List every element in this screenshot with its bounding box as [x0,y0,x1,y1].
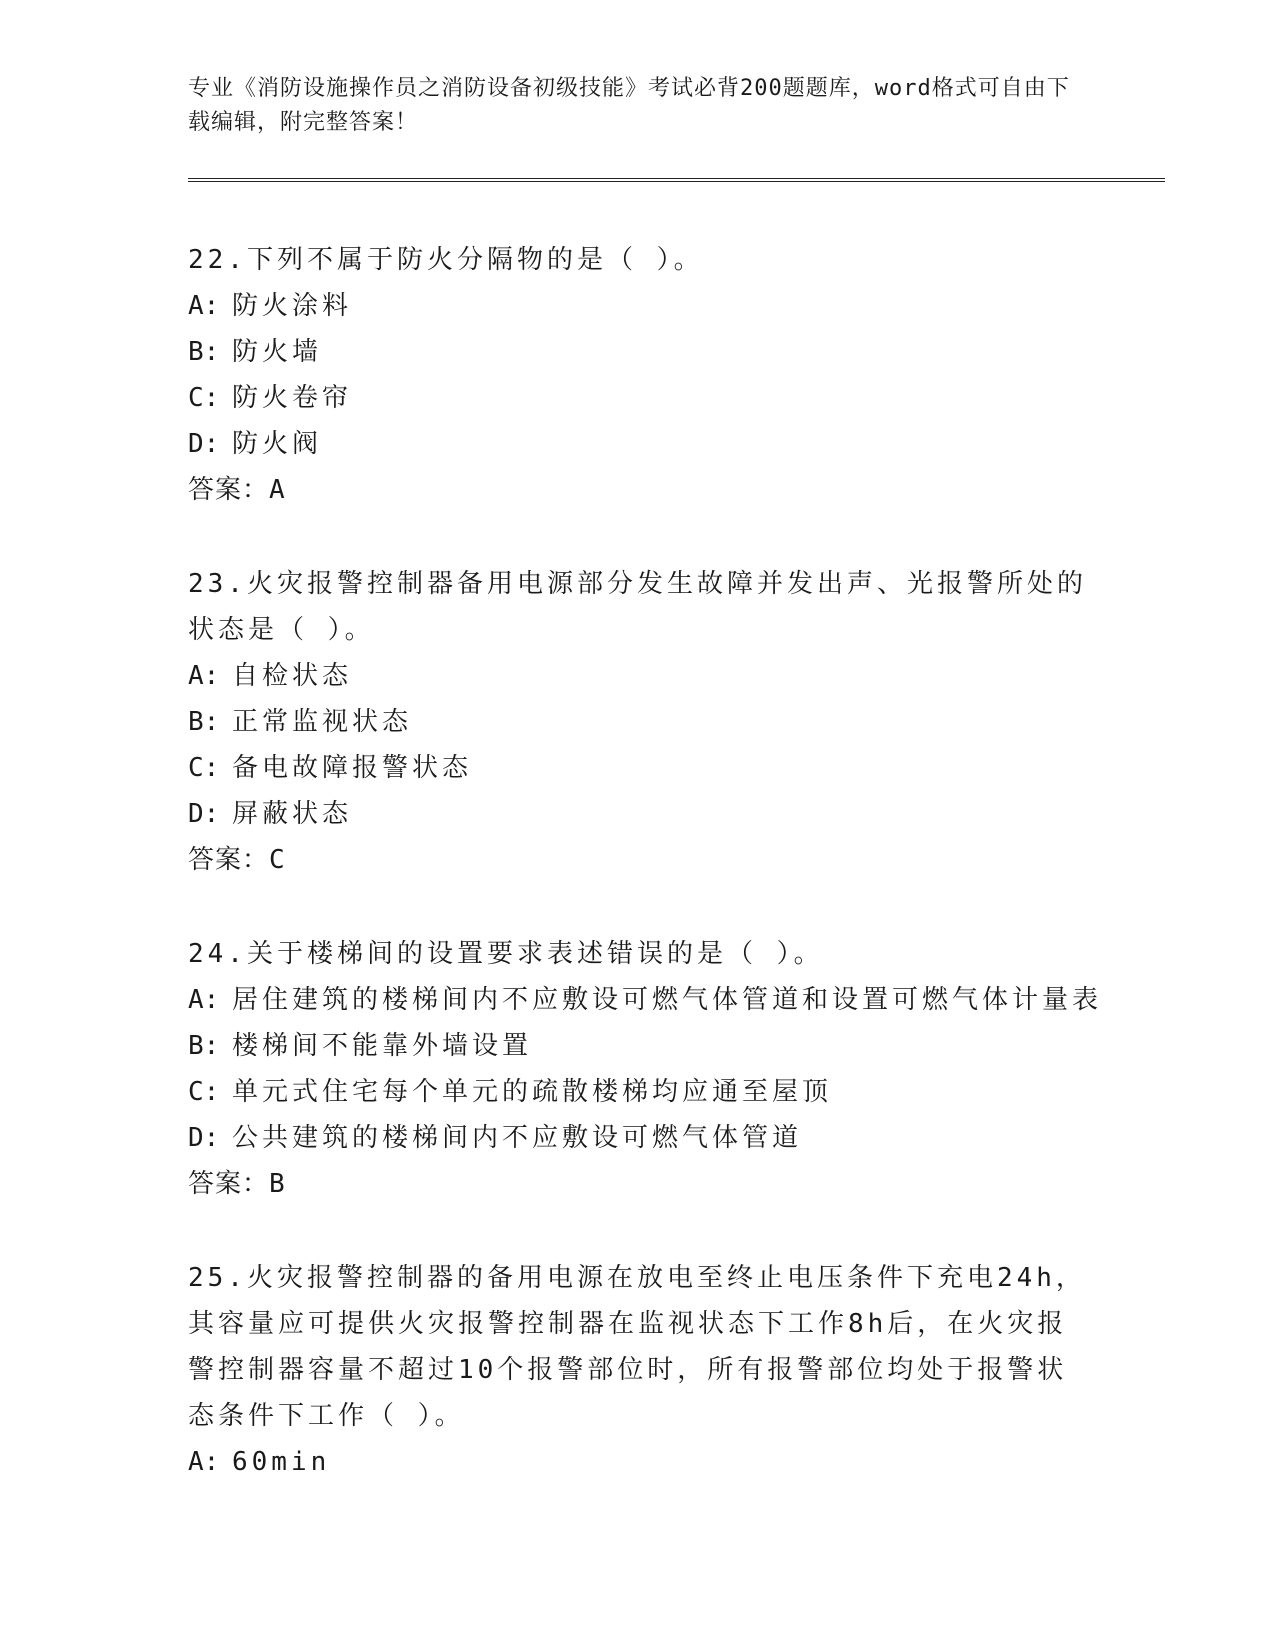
option-text: 居住建筑的楼梯间内不应敷设可燃气体管道和设置可燃气体计量表 [232,985,1103,1015]
option-a [188,977,1103,1023]
question-stem: 22.下列不属于防火分隔物的是（ ）。 [188,245,704,275]
question-stem: 23.火灾报警控制器备用电源部分发生故障并发出声、光报警所处的状态是（ ）。 [188,569,1087,645]
answer-line: 答案：C [188,845,286,875]
option-b [188,699,1088,745]
option-text: 正常监视状态 [232,707,413,737]
option-key: D: [188,1123,220,1153]
option-text: 自检状态 [232,661,353,691]
option-d [188,791,1088,837]
option-key: B: [188,707,220,737]
question-stem: 24.关于楼梯间的设置要求表述错误的是（ ）。 [188,939,824,969]
option-text: 防火卷帘 [232,383,353,413]
option-key: D: [188,799,220,829]
question-23 [188,561,1088,883]
option-key: B: [188,1031,220,1061]
option-text: 屏蔽状态 [232,799,353,829]
option-d [188,421,1088,467]
option-b [188,329,1088,375]
option-text: 备电故障报警状态 [232,753,473,783]
option-b [188,1023,1088,1069]
option-c [188,745,1088,791]
option-text: 防火墙 [232,337,323,367]
option-a [188,1439,1088,1485]
option-text: 公共建筑的楼梯间内不应敷设可燃气体管道 [232,1123,803,1153]
option-text: 单元式住宅每个单元的疏散楼梯均应通至屋顶 [232,1077,833,1107]
option-text: 防火涂料 [232,291,353,321]
option-key: D: [188,429,220,459]
option-text: 楼梯间不能靠外墙设置 [232,1031,533,1061]
option-key: C: [188,753,220,783]
question-24 [188,931,1103,1207]
option-key: A: [188,985,220,1015]
option-key: C: [188,383,220,413]
option-key: B: [188,337,220,367]
answer-line: 答案：A [188,475,286,505]
option-key: A: [188,291,220,321]
option-a [188,283,1088,329]
option-key: C: [188,1077,220,1107]
header-divider [188,178,1165,182]
question-25 [188,1255,1088,1485]
option-key: A: [188,661,220,691]
document-header: 专业《消防设施操作员之消防设备初级技能》考试必背200题题库，word格式可自由下载编辑，附完整答案！ [188,76,1070,135]
answer-line: 答案：B [188,1169,286,1199]
question-list [188,237,1103,1533]
option-a [188,653,1088,699]
option-text: 60min [232,1447,331,1477]
option-c [188,1069,1088,1115]
option-key: A: [188,1447,220,1477]
option-c [188,375,1088,421]
question-22 [188,237,1088,513]
option-d [188,1115,1088,1161]
question-stem: 25.火灾报警控制器的备用电源在放电至终止电压条件下充电24h，其容量应可提供火灾报警控制器在监视状态下工作8h后，在火灾报警控制器容量不超过10个报警部位时，所有报警部位均处于报警状态条件下工作（ ）。 [188,1263,1086,1431]
option-text: 防火阀 [232,429,323,459]
